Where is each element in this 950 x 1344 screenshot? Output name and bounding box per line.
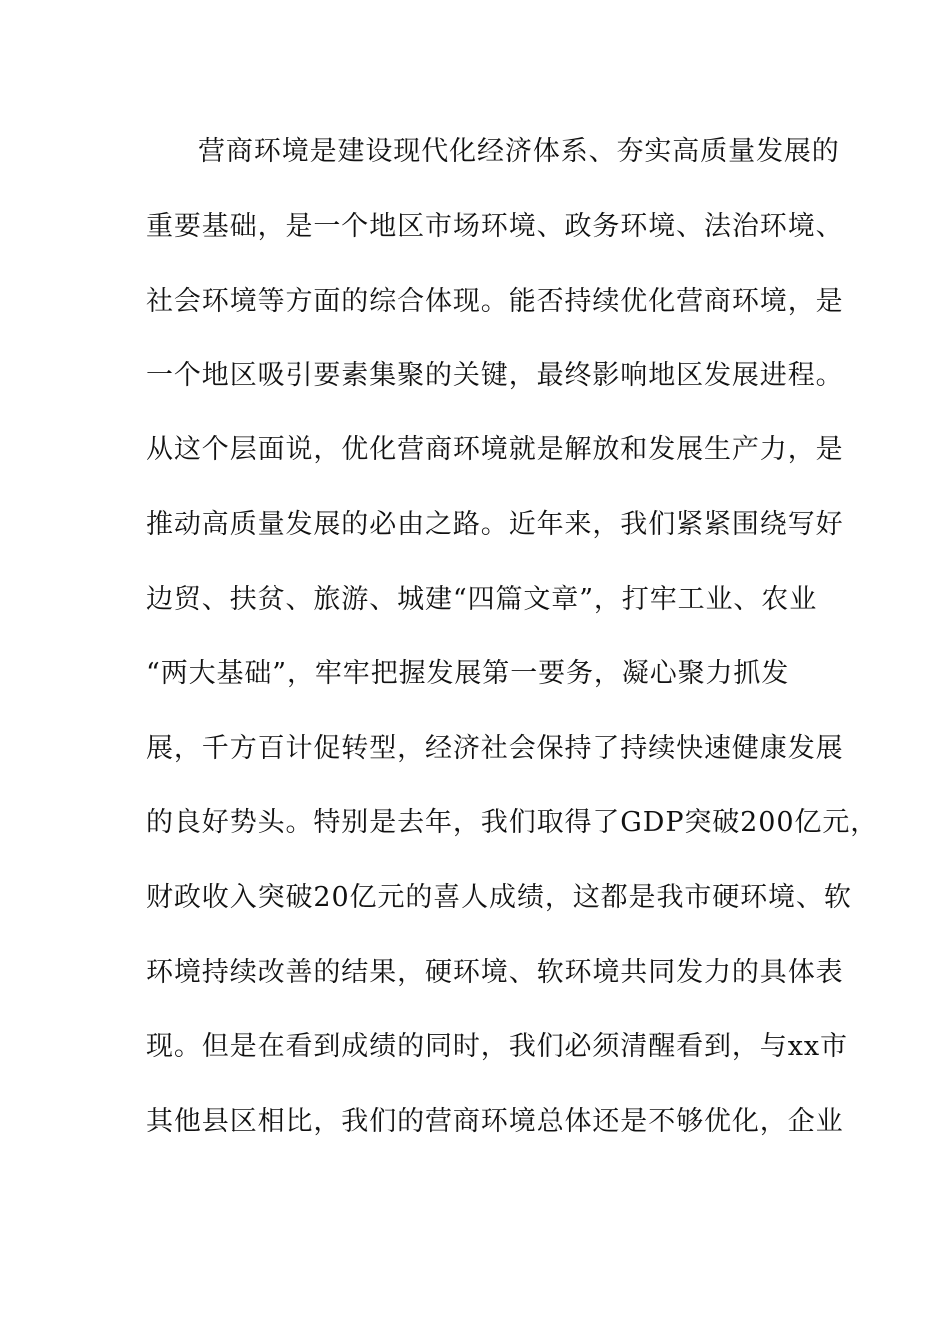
paragraph-line: 展，千方百计促转型，经济社会保持了持续快速健康发展	[146, 733, 844, 764]
paragraph-line: 财政收入突破20亿元的喜人成绩，这都是我市硬环境、软	[146, 882, 852, 913]
paragraph-line: 从这个层面说，优化营商环境就是解放和发展生产力，是	[146, 434, 844, 465]
paragraph-line: 现。但是在看到成绩的同时，我们必须清醒看到，与xx市	[146, 1031, 848, 1062]
paragraph-line: 边贸、扶贫、旅游、城建“四篇文章”，打牢工业、农业	[146, 584, 818, 615]
paragraph-line: 营商环境是建设现代化经济体系、夯实高质量发展的	[198, 136, 840, 167]
paragraph-line: “两大基础”，牢牢把握发展第一要务，凝心聚力抓发	[146, 658, 790, 689]
paragraph-line: 重要基础，是一个地区市场环境、政务环境、法治环境、	[146, 211, 844, 242]
paragraph-line: 环境持续改善的结果，硬环境、软环境共同发力的具体表	[146, 957, 844, 988]
paragraph-line: 社会环境等方面的综合体现。能否持续优化营商环境，是	[146, 286, 844, 317]
paragraph-line: 的良好势头。特别是去年，我们取得了GDP突破200亿元，	[146, 807, 879, 838]
paragraph-line: 推动高质量发展的必由之路。近年来，我们紧紧围绕写好	[146, 509, 844, 540]
paragraph-line: 其他县区相比，我们的营商环境总体还是不够优化，企业	[146, 1106, 844, 1137]
paragraph-line: 一个地区吸引要素集聚的关键，最终影响地区发展进程。	[146, 360, 844, 391]
